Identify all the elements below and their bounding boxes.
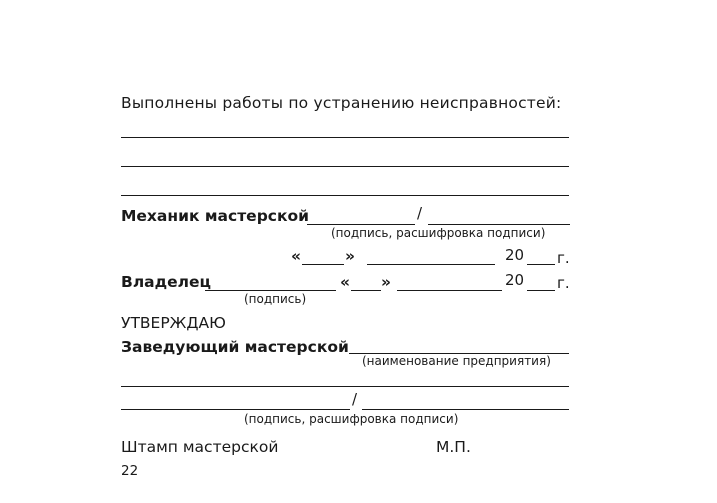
owner-label: Владелец: [121, 273, 212, 291]
approve-title: УТВЕРЖДАЮ: [121, 314, 226, 332]
owner-quote-open: «: [340, 273, 351, 291]
date1-day-line: [302, 264, 344, 265]
date1-year-line: [527, 264, 555, 265]
signature-slash: /: [352, 390, 358, 408]
owner-day-line: [351, 290, 381, 291]
mp-label: М.П.: [436, 438, 471, 456]
head-caption: (наименование предприятия): [362, 354, 551, 368]
date1-year-prefix: 20: [505, 246, 525, 264]
owner-year-line: [527, 290, 555, 291]
date1-quote-open: «: [291, 247, 302, 265]
date1-month-line: [367, 264, 495, 265]
signature-line: [121, 409, 350, 410]
owner-year-prefix: 20: [505, 271, 525, 289]
company-line-2: [121, 386, 569, 387]
work-line-3: [121, 195, 569, 196]
mechanic-slash: /: [417, 204, 423, 222]
page-number: 22: [121, 463, 139, 479]
owner-caption: (подпись): [244, 292, 307, 306]
mechanic-caption: (подпись, расшифровка подписи): [331, 226, 546, 240]
work-line-1: [121, 137, 569, 138]
mechanic-name-line: [428, 224, 570, 225]
date1-year-suffix: г.: [557, 249, 570, 267]
date1-quote-close: »: [345, 247, 356, 265]
owner-month-line: [397, 290, 502, 291]
owner-quote-close: »: [381, 273, 392, 291]
mechanic-label: Механик мастерской: [121, 207, 310, 225]
work-line-2: [121, 166, 569, 167]
stamp-label: Штамп мастерской: [121, 438, 279, 456]
mechanic-signature-line: [307, 224, 415, 225]
owner-year-suffix: г.: [557, 274, 570, 292]
signature-caption: (подпись, расшифровка подписи): [244, 412, 459, 426]
owner-signature-line: [205, 290, 336, 291]
signature-name-line: [362, 409, 569, 410]
section-heading: Выполнены работы по устранению неисправностей:: [121, 94, 562, 112]
head-label: Заведующий мастерской: [121, 338, 349, 356]
